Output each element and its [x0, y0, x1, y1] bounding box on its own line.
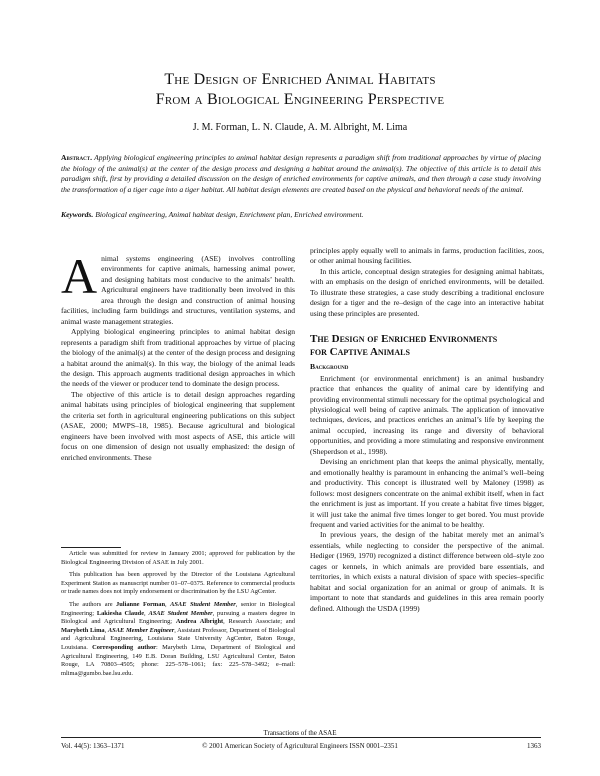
body-paragraph: Devising an enrichment plan that keeps the animal physically, mentally, and emotionally healthy is paramount in enhancing the animal’s well–being and productivity. This concept is illustrated well by Maloney (1998) as follows: most designers concentrate on the animal exhibit itself, when in fact the enrichment is just as important. If you create a habitat five times bigger, it will just take the animal five times longer to get bored. You must provide frequent and varied activities for the animal to be healthy.	[310, 457, 544, 529]
footnote-authors: The authors are Julianne Forman, ASAE Student Member, senior in Biological Engineering; Lakiesha Claude, ASAE Student Member, pursuing a masters degree in Biological and Agricultural Engineering; Andrea Albright, Research Associate; and Marybeth Lima, ASAE Member Engineer, Assistant Professor, Department of Biological and Agricultural Engineering, Louisiana State University AgCenter, Baton Rouge, Louisiana. Corresponding author: Marybeth Lima, Department of Biological and Agricultural Engineering, 149 E.B. Doran Building, LSU Agricultural Center, Baton Rouge, LA 70803–4505; phone: 225–578–1061; fax: 225–578–3492; e–mail: mlima@gumbo.bae.lsu.edu.	[61, 600, 296, 677]
intro-paragraph	[61, 248, 295, 327]
section-heading: The Design of Enriched Environments for Captive Animals	[310, 333, 498, 359]
left-column	[61, 248, 295, 463]
subsection-heading: Background	[310, 362, 349, 372]
keywords-text: Biological engineering, Animal habitat design, Enrichment plan, Enriched environment.	[95, 210, 364, 219]
body-paragraph: Enrichment (or environmental enrichment) is an animal husbandry practice that enhances the quality of animal care by identifying and providing environmental stimuli necessary for the optimal psychological and physiological well being of captive animals. The application of innovative techniques, devices, and practices enriches an animal’s life by keeping the animal occupied, increasing its range and diversity of behavioral opportunities, and providing a more stimulating and responsive environment (Sheperdson et al., 1998).	[310, 373, 544, 456]
body-paragraph: In previous years, the design of the habitat merely met an animal’s essentials, while neglecting to consider the perspective of the animal. Hediger (1969, 1970) recognized a distinct difference between old–style zoo cages or kennels, in which animals are provided bare essentials, and territories, in which exists a natural division of space with species–specific habitat and social organization for an animal or group of animals. It is important to note that standards and guidelines in this area remain poorly defined. Although the USDA (1999)	[310, 530, 544, 613]
body-paragraph: The objective of this article is to detail design approaches regarding animal habitats using principles of biological engineering that supplement the criteria set forth in agricultural engineering publications on this subject (ASAE, 2000; MWPS–18, 1985). Because agricultural and biological engineers have been involved with most aspects of ASE, this article will focus on one dimension of design not usually emphasized: the design of enriched environments. These	[61, 389, 295, 462]
footnote-divider	[61, 547, 121, 548]
body-paragraph: Applying biological engineering principles to animal habitat design represents a paradigm shift from traditional approaches by virtue of placing the biology of the animal(s) at the center of the design process and designing a habitat around the animal(s). In this way, the biology of the animal leads the design. This approach augments traditional design approaches in which the needs of the viewer or producer tend to dominate the design process.	[61, 327, 295, 389]
abstract-text: Applying biological engineering principles to animal habitat design represents a paradigm shift from traditional approaches by virtue of placing the biology of the animal(s) at the center of the design process and designing a habitat around the animal(s). The objective of this article is to detail this paradigm shift, first by providing a detailed discussion on the design of enriched environments for captive animals, and then through a case study involving the transformation of a tiger cage into a tiger habitat. All habitat design elements are created based on the physical and behavioral needs of the animal.	[61, 153, 541, 194]
keywords-label: Keywords.	[61, 210, 94, 219]
body-paragraph: principles apply equally well to animals in farms, production facilities, zoos, or other animal housing facilities.	[310, 246, 544, 266]
footer-divider	[61, 737, 541, 738]
page-number: 1363	[527, 742, 541, 750]
article-title	[0, 70, 600, 110]
volume-info: Vol. 44(5): 1363–1371	[61, 742, 125, 750]
footnote-submission: Article was submitted for review in January 2001; approved for publication by the Biological Engineering Division of ASAE in July 2001.	[61, 550, 295, 566]
title-line-2: From a Biological Engineering Perspective	[155, 91, 445, 108]
body-paragraph: nimal systems engineering (ASE) involves controlling environments for captive animals, harnessing animal power, and designing habitats most conducive to the animals’ health. Agricultural engineers have traditionally been involved in this area through the design and construction of animal housing facilities, including farm buildings and structures, ventilation systems, and animal waste management strategies.	[61, 254, 295, 326]
abstract	[61, 153, 541, 195]
abstract-label: Abstract.	[61, 153, 93, 162]
right-column	[310, 246, 544, 614]
journal-name: Transactions of the ASAE	[263, 729, 337, 737]
author-list: J. M. Forman, L. N. Claude, A. M. Albright, M. Lima	[192, 122, 408, 133]
footnotes	[61, 550, 295, 682]
copyright-notice: © 2001 American Society of Agricultural Engineers ISSN 0001–2351	[202, 742, 398, 750]
footnote-approval: This publication has been approved by the Director of the Louisiana Agricultural Experiment Station as manuscript number 01–07–0375. Reference to commercial products or trade names does not imply endorsement or discrimination by the LSU AgCenter.	[61, 571, 295, 596]
keywords	[61, 210, 541, 221]
title-line-1: The Design of Enriched Animal Habitats	[164, 71, 436, 88]
body-paragraph: In this article, conceptual design strategies for designing animal habitats, with an emphasis on the design of enriched environments, will be detailed. To illustrate these strategies, a case study describing a traditional enclosure design for a tiger and the re–design of the cage into an interactive habitat using these principles are presented.	[310, 266, 544, 318]
drop-cap: A	[61, 248, 98, 304]
